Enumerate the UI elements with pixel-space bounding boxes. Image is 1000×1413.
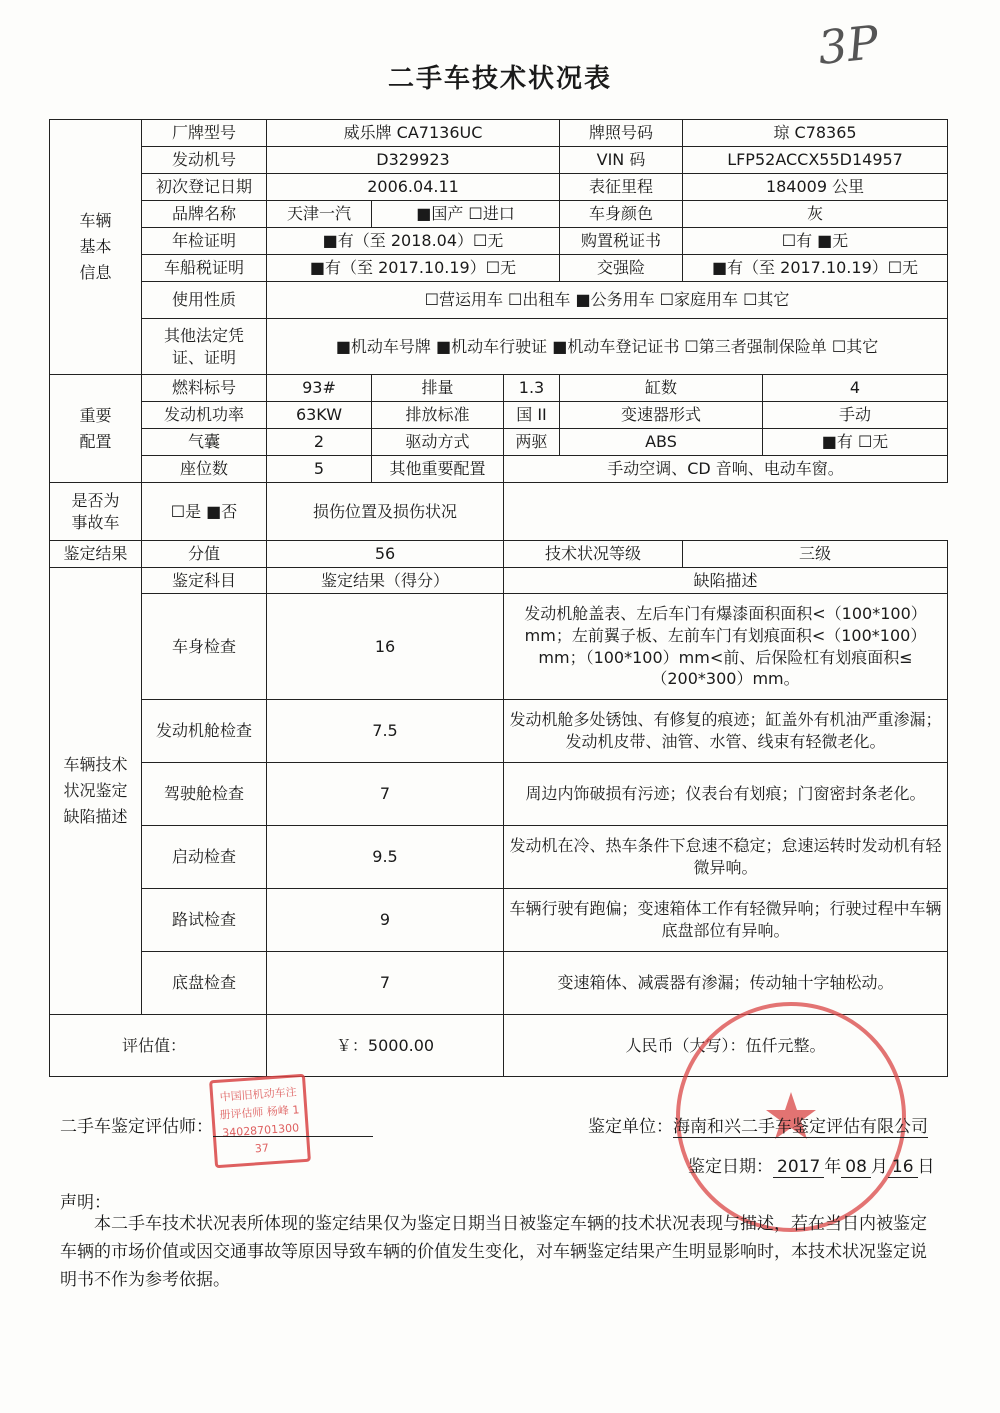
plate-label: 牌照号码 <box>560 120 683 147</box>
defect-score: 9 <box>267 889 504 952</box>
other-config-value: 手动空调、CD 音响、电动车窗。 <box>504 456 948 483</box>
section-config: 重要 配置 <box>50 375 142 483</box>
defect-item: 启动检查 <box>142 826 267 889</box>
defect-item: 底盘检查 <box>142 952 267 1015</box>
declaration-heading: 声明： <box>60 1193 111 1213</box>
fuel-value: 93# <box>267 375 372 402</box>
handwritten-note: 3P <box>815 15 881 75</box>
section-basic: 车辆 基本 信息 <box>50 120 142 375</box>
defect-score: 9.5 <box>267 826 504 889</box>
gearbox-label: 变速器形式 <box>560 402 763 429</box>
usage-value: ☐营运用车 ☐出租车 ■公务用车 ☐家庭用车 ☐其它 <box>267 282 948 319</box>
defect-desc: 变速箱体、减震器有渗漏；传动轴十字轴松动。 <box>504 952 948 1015</box>
color-value: 灰 <box>683 201 948 228</box>
signature-line <box>213 1118 373 1137</box>
abs-value: ■有 ☐无 <box>763 429 948 456</box>
defect-item: 路试检查 <box>142 889 267 952</box>
usage-label: 使用性质 <box>142 282 267 319</box>
appraisal-unit: 鉴定单位：海南和兴二手车鉴定评估有限公司 <box>588 1117 928 1137</box>
reg-date-value: 2006.04.11 <box>267 174 560 201</box>
col-result: 鉴定结果（得分） <box>267 568 504 594</box>
vin-label: VIN 码 <box>560 147 683 174</box>
defect-item: 发动机舱检查 <box>142 700 267 763</box>
result-label: 鉴定结果 <box>50 541 142 568</box>
cylinders-value: 4 <box>763 375 948 402</box>
plate-value: 琼 C78365 <box>683 120 948 147</box>
valuation-label: 评估值： <box>50 1015 267 1077</box>
airbag-value: 2 <box>267 429 372 456</box>
power-label: 发动机功率 <box>142 402 267 429</box>
vessel-tax-label: 车船税证明 <box>142 255 267 282</box>
reg-date-label: 初次登记日期 <box>142 174 267 201</box>
defect-score: 16 <box>267 594 504 700</box>
abs-label: ABS <box>560 429 763 456</box>
valuation-words: 人民币（大写）：伍仟元整。 <box>504 1015 948 1077</box>
damage-blank <box>504 483 948 541</box>
appraiser-stamp: 中国旧机动车注册评估师 杨峰 13402870130037 <box>209 1074 311 1168</box>
defect-item: 驾驶舱检查 <box>142 763 267 826</box>
grade-label: 技术状况等级 <box>504 541 683 568</box>
brand-value: 威乐牌 CA7136UC <box>267 120 560 147</box>
seats-value: 5 <box>267 456 372 483</box>
condition-table <box>49 119 948 1077</box>
damage-label: 损伤位置及损伤状况 <box>267 483 504 541</box>
power-value: 63KW <box>267 402 372 429</box>
drive-label: 驱动方式 <box>372 429 504 456</box>
engine-label: 发动机号 <box>142 147 267 174</box>
mileage-value: 184009 公里 <box>683 174 948 201</box>
other-config-label: 其他重要配置 <box>372 456 504 483</box>
airbag-label: 气囊 <box>142 429 267 456</box>
col-desc: 缺陷描述 <box>504 568 948 594</box>
inspection-label: 年检证明 <box>142 228 267 255</box>
docs-label: 其他法定凭 证、证明 <box>142 319 267 375</box>
gearbox-value: 手动 <box>763 402 948 429</box>
defect-score: 7 <box>267 763 504 826</box>
declaration-text: 本二手车技术状况表所体现的鉴定结果仅为鉴定日期当日被鉴定车辆的技术状况表现与描述，若在当日内被鉴定车辆的市场价值或因交通事故等原因导致车辆的价值发生变化，对车辆鉴定结果产生明显影响时，本技术状况鉴定说明书不作为参考依据。 <box>60 1214 927 1290</box>
origin-value: ■国产 ☐进口 <box>372 201 560 228</box>
date-year: 2017 <box>773 1157 824 1178</box>
col-item: 鉴定科目 <box>142 568 267 594</box>
score-label: 分值 <box>142 541 267 568</box>
docs-value: ■机动车号牌 ■机动车行驶证 ■机动车登记证书 ☐第三者强制保险单 ☐其它 <box>267 319 948 375</box>
inspection-value: ■有（至 2018.04）☐无 <box>267 228 560 255</box>
seats-label: 座位数 <box>142 456 267 483</box>
vessel-tax-value: ■有（至 2017.10.19）☐无 <box>267 255 560 282</box>
mileage-label: 表征里程 <box>560 174 683 201</box>
defect-desc: 周边内饰破损有污迹；仪表台有划痕；门窗密封条老化。 <box>504 763 948 826</box>
brand-label: 厂牌型号 <box>142 120 267 147</box>
defect-desc: 发动机舱多处锈蚀、有修复的痕迹；缸盖外有机油严重渗漏；发动机皮带、油管、水管、线束有轻微老化。 <box>504 700 948 763</box>
displacement-label: 排量 <box>372 375 504 402</box>
engine-value: D329923 <box>267 147 560 174</box>
page-title: 二手车技术状况表 <box>387 64 612 94</box>
cylinders-label: 缸数 <box>560 375 763 402</box>
purchase-tax-label: 购置税证书 <box>560 228 683 255</box>
defect-desc: 发动机在冷、热车条件下怠速不稳定；怠速运转时发动机有轻微异响。 <box>504 826 948 889</box>
section-defects: 车辆技术 状况鉴定 缺陷描述 <box>50 568 142 1015</box>
defect-desc: 发动机舱盖表、左后车门有爆漆面积面积<（100*100）mm；左前翼子板、左前车门有划痕面积<（100*100）mm；（100*100）mm<前、后保险杠有划痕面积≤（200*300）mm。 <box>504 594 948 700</box>
appraiser-signature: 二手车鉴定评估师： <box>60 1112 373 1137</box>
brand-name-label: 品牌名称 <box>142 201 267 228</box>
grade-value: 三级 <box>683 541 948 568</box>
fuel-label: 燃料标号 <box>142 375 267 402</box>
defect-desc: 车辆行驶有跑偏；变速箱体工作有轻微异响；行驶过程中车辆底盘部位有异响。 <box>504 889 948 952</box>
brand-name-value: 天津一汽 <box>267 201 372 228</box>
defect-score: 7 <box>267 952 504 1015</box>
purchase-tax-value: ☐有 ■无 <box>683 228 948 255</box>
date-month: 08 <box>841 1157 871 1178</box>
date-day: 16 <box>888 1157 918 1178</box>
defect-score: 7.5 <box>267 700 504 763</box>
defect-item: 车身检查 <box>142 594 267 700</box>
drive-value: 两驱 <box>504 429 560 456</box>
displacement-value: 1.3 <box>504 375 560 402</box>
vin-value: LFP52ACCX55D14957 <box>683 147 948 174</box>
insurance-value: ■有（至 2017.10.19）☐无 <box>683 255 948 282</box>
appraisal-date: 鉴定日期： 2017 年 08 月 16 日 <box>688 1157 935 1177</box>
valuation-amount: ￥：5000.00 <box>267 1015 504 1077</box>
score-value: 56 <box>267 541 504 568</box>
accident-label: 是否为 事故车 <box>50 483 142 541</box>
color-label: 车身颜色 <box>560 201 683 228</box>
emission-label: 排放标准 <box>372 402 504 429</box>
accident-value: ☐是 ■否 <box>142 483 267 541</box>
unit-name: 海南和兴二手车鉴定评估有限公司 <box>673 1117 928 1137</box>
insurance-label: 交强险 <box>560 255 683 282</box>
emission-value: 国 II <box>504 402 560 429</box>
